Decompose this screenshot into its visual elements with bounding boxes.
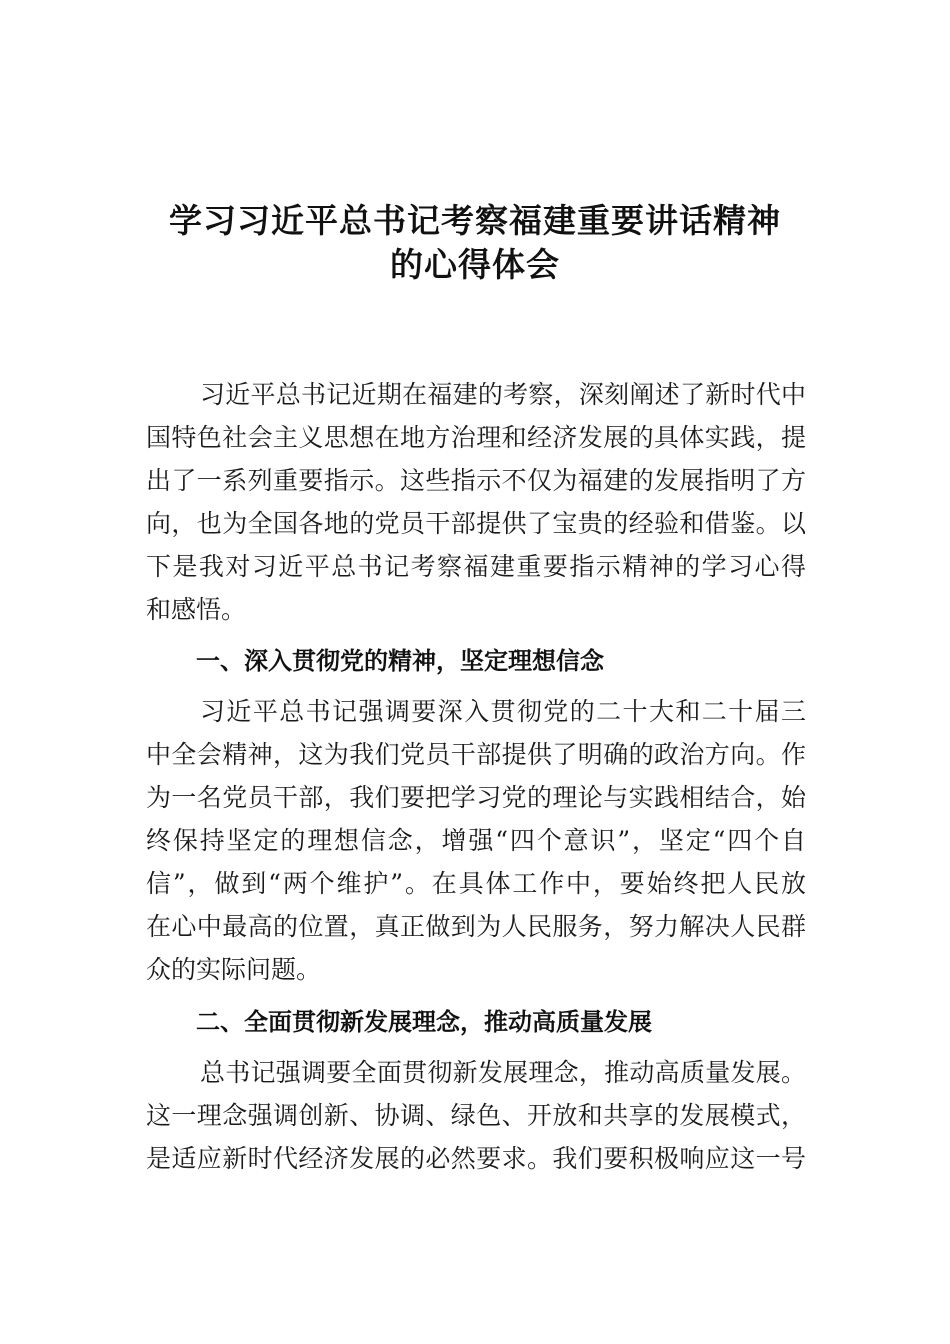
- intro-line: 和感悟。: [146, 595, 247, 624]
- document-title-line-1: 学习习近平总书记考察福建重要讲话精神: [169, 201, 781, 240]
- section-1-line: 众的实际问题。: [146, 955, 322, 984]
- section-1-line: 信”，做到“两个维护”。在具体工作中，要始终把人民放: [146, 869, 806, 898]
- section-1-line: 在心中最高的位置，真正做到为人民服务，努力解决人民群: [146, 912, 806, 941]
- section-2-heading: 二、全面贯彻新发展理念，推动高质量发展: [196, 1008, 652, 1036]
- intro-line: 习近平总书记近期在福建的考察，深刻阐述了新时代中: [200, 380, 806, 409]
- intro-line: 下是我对习近平总书记考察福建重要指示精神的学习心得: [146, 552, 806, 581]
- intro-line: 向，也为全国各地的党员干部提供了宝贵的经验和借鉴。以: [146, 509, 806, 538]
- section-1-line: 习近平总书记强调要深入贯彻党的二十大和二十届三: [200, 697, 806, 726]
- intro-line: 出了一系列重要指示。这些指示不仅为福建的发展指明了方: [146, 466, 806, 495]
- intro-line: 国特色社会主义思想在地方治理和经济发展的具体实践，提: [146, 423, 806, 452]
- section-1-line: 中全会精神，这为我们党员干部提供了明确的政治方向。作: [146, 740, 806, 769]
- section-2-line: 总书记强调要全面贯彻新发展理念，推动高质量发展。: [200, 1058, 806, 1087]
- section-1-line: 终保持坚定的理想信念，增强“四个意识”，坚定“四个自: [146, 826, 806, 855]
- section-2-line: 这一理念强调创新、协调、绿色、开放和共享的发展模式，: [146, 1101, 806, 1130]
- section-1-line: 为一名党员干部，我们要把学习党的理论与实践相结合，始: [146, 783, 806, 812]
- section-1-heading: 一、深入贯彻党的精神，坚定理想信念: [196, 647, 604, 675]
- section-2-line: 是适应新时代经济发展的必然要求。我们要积极响应这一号: [146, 1144, 806, 1173]
- document-title-line-2: 的心得体会: [390, 245, 560, 284]
